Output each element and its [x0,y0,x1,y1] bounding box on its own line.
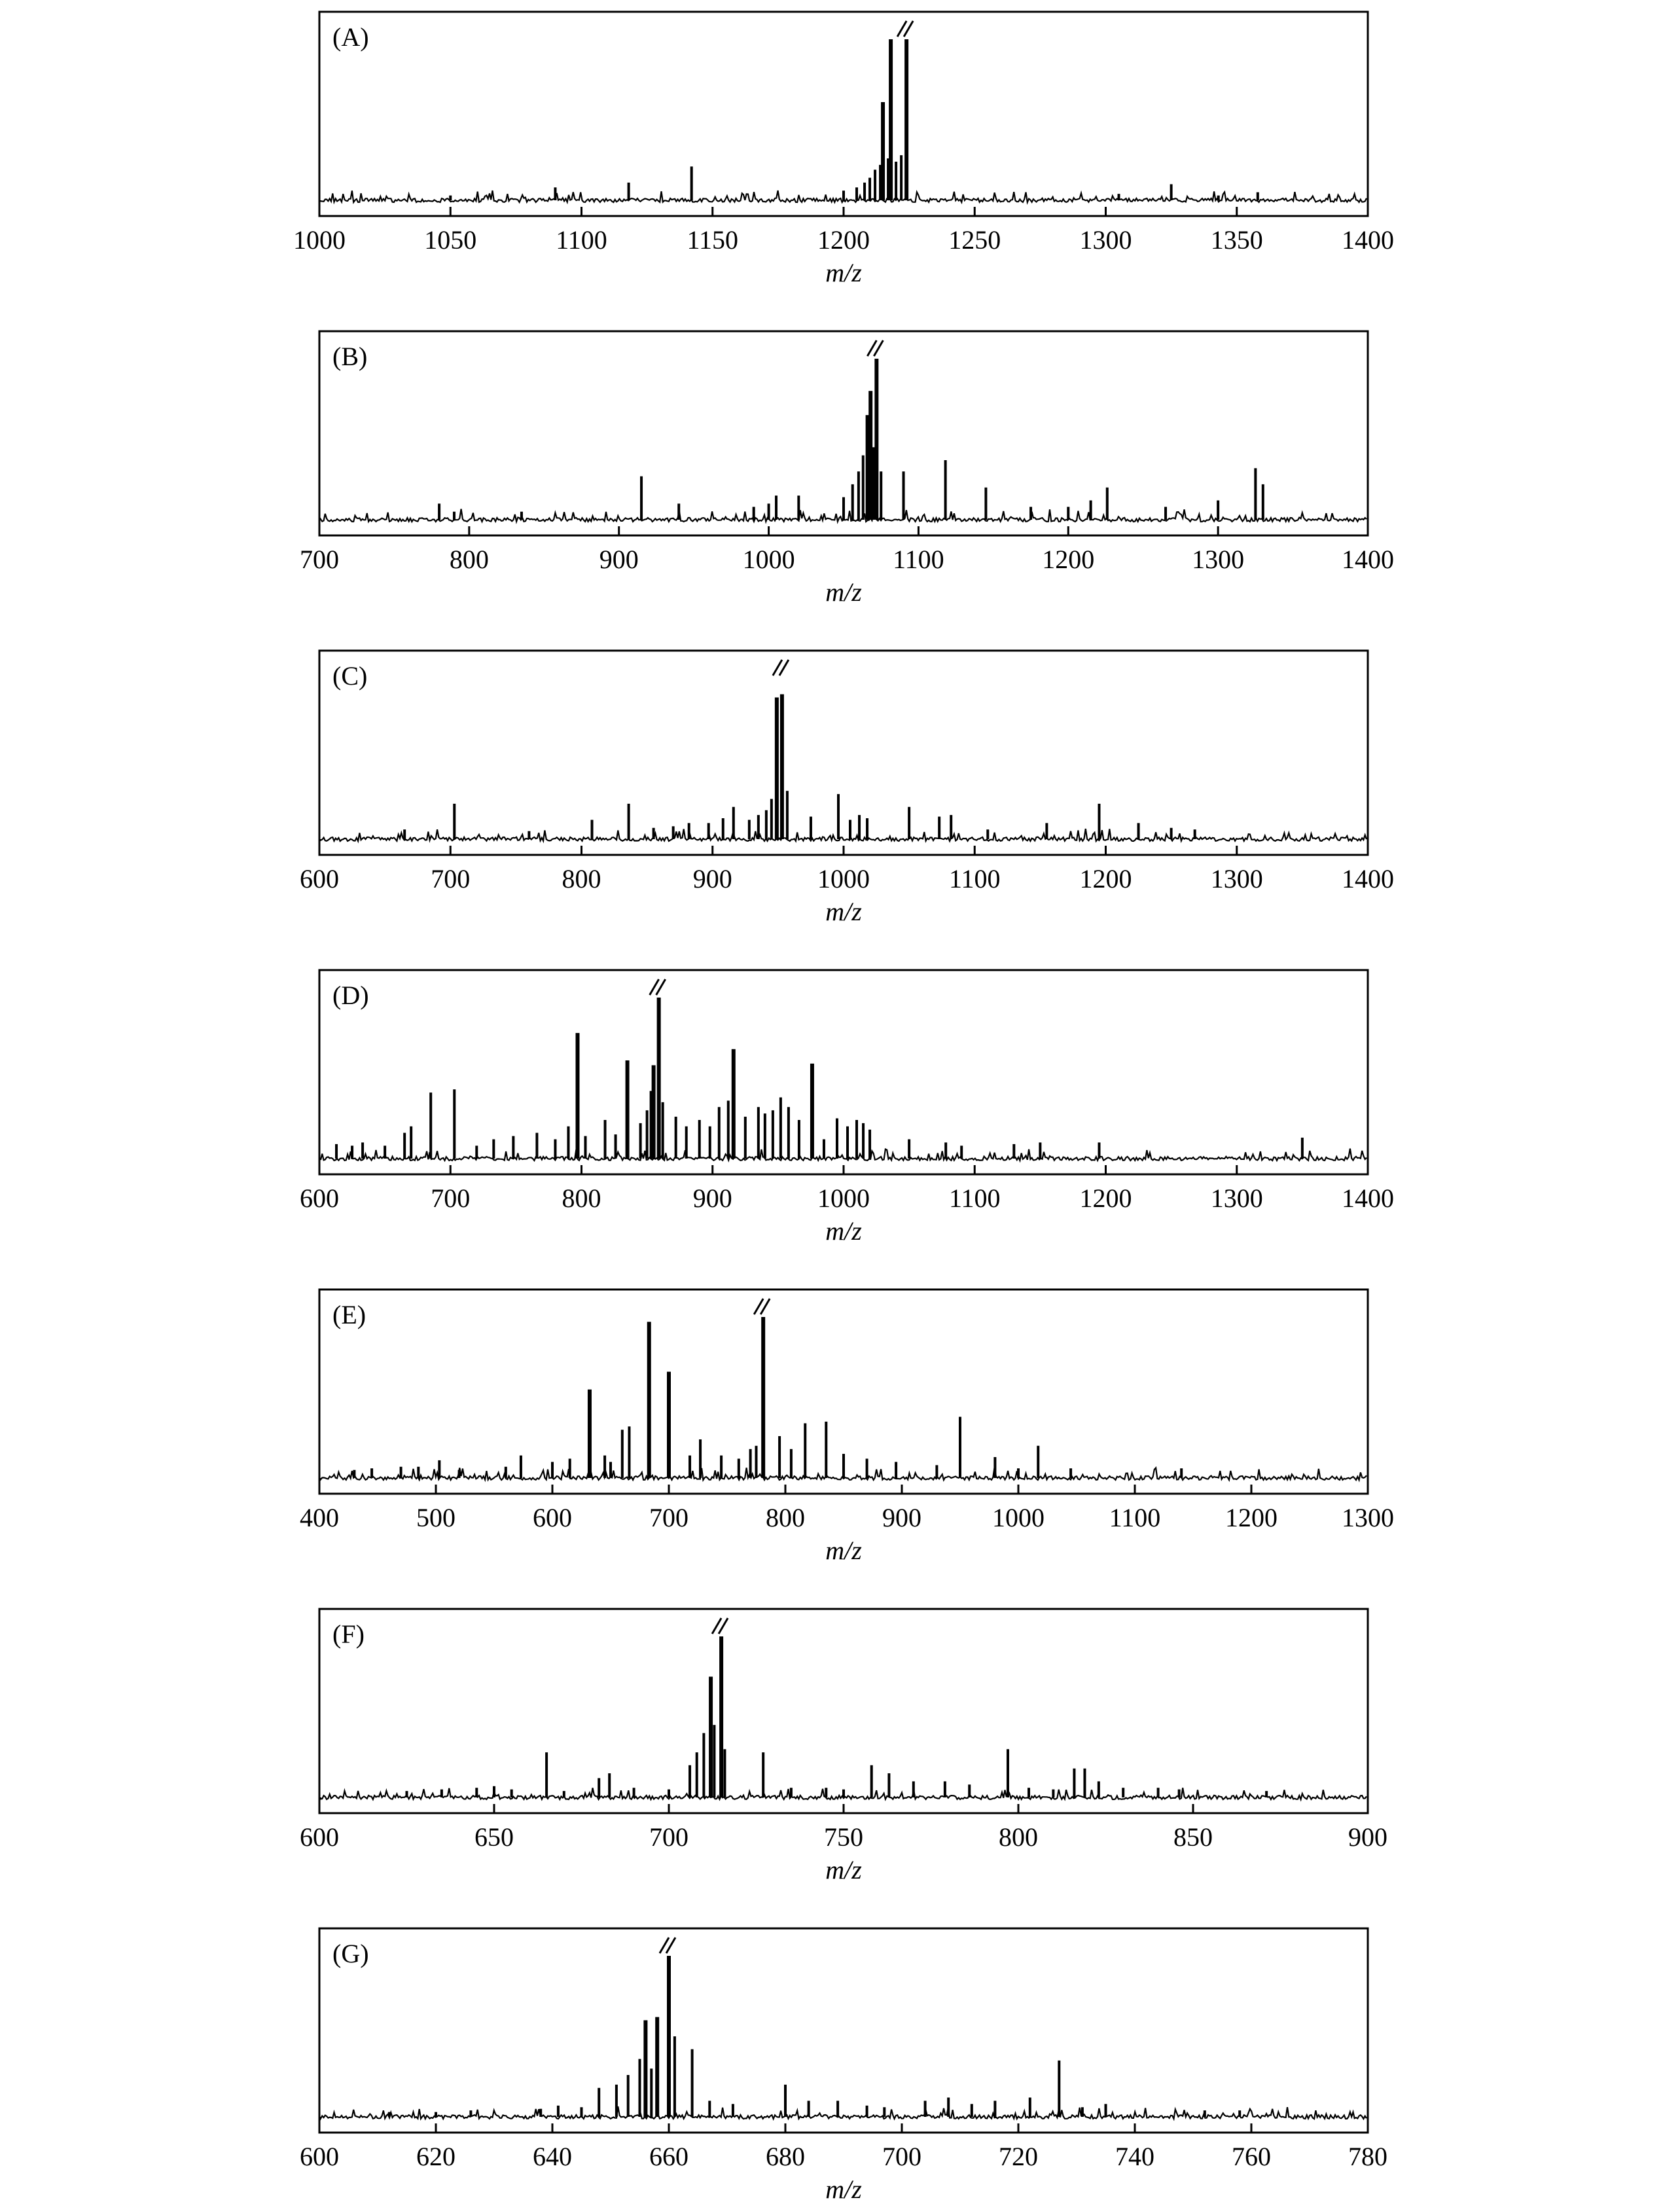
x-tick-label: 1000 [742,545,795,574]
x-tick-label: 1000 [817,864,870,893]
truncation-mark [773,660,789,676]
x-tick-label: 900 [882,1503,921,1532]
x-tick-label: 1300 [1210,864,1263,893]
x-tick-label: 1000 [293,225,346,255]
panel-frame [319,12,1368,216]
x-axis-title: m/z [825,1855,862,1884]
panel-label: (C) [332,661,368,691]
x-axis-title: m/z [825,1216,862,1246]
x-tick-label: 660 [649,2142,688,2171]
x-tick-label: 800 [562,864,601,893]
x-tick-label: 700 [882,2142,921,2171]
x-tick-label: 650 [474,1822,514,1852]
spectrum-panel [300,1289,1394,1565]
x-tick-label: 600 [533,1503,572,1532]
spectrum-panel [300,970,1394,1246]
x-tick-label: 900 [1348,1822,1387,1852]
x-tick-label: 1300 [1342,1503,1394,1532]
panel-frame [319,1609,1368,1813]
x-tick-label: 1300 [1079,225,1132,255]
x-tick-label: 1200 [817,225,870,255]
spectrum-panel [300,1928,1387,2200]
x-tick-label: 1300 [1192,545,1245,574]
baseline-trace [321,829,1367,841]
truncation-mark [897,21,913,37]
spectrum-panel [293,12,1394,287]
x-tick-label: 740 [1115,2142,1154,2171]
x-tick-label: 900 [599,545,639,574]
x-tick-label: 760 [1232,2142,1271,2171]
x-tick-label: 1200 [1042,545,1095,574]
truncation-mark [712,1618,728,1634]
x-tick-label: 1100 [948,864,1001,893]
truncation-mark [867,340,883,356]
spectrum-panel [300,1609,1387,1884]
x-axis-title: m/z [825,258,862,287]
x-tick-label: 700 [649,1822,688,1852]
panel-label: (F) [332,1619,365,1649]
x-tick-label: 1250 [948,225,1001,255]
panel-label: (E) [332,1300,366,1329]
x-axis-title: m/z [825,577,862,607]
x-tick-label: 500 [416,1503,456,1532]
x-tick-label: 1350 [1210,225,1263,255]
x-tick-label: 700 [649,1503,688,1532]
x-tick-label: 800 [562,1183,601,1213]
x-axis-title: m/z [825,1536,862,1565]
spectrum-panel [300,331,1394,607]
x-tick-label: 600 [300,2142,339,2171]
x-tick-label: 1200 [1079,864,1132,893]
panel-frame [319,651,1368,855]
x-tick-label: 1200 [1225,1503,1278,1532]
x-axis-title: m/z [825,2174,862,2200]
x-tick-label: 700 [300,545,339,574]
panel-label: (G) [332,1939,369,1968]
panel-label: (D) [332,981,369,1010]
x-tick-label: 1100 [893,545,944,574]
x-tick-label: 780 [1348,2142,1387,2171]
truncation-mark [650,979,666,995]
x-tick-label: 1050 [424,225,477,255]
x-tick-label: 1000 [992,1503,1045,1532]
x-tick-label: 750 [824,1822,863,1852]
x-tick-label: 800 [999,1822,1038,1852]
x-tick-label: 700 [431,1183,471,1213]
panel-frame [319,970,1368,1174]
x-tick-label: 400 [300,1503,339,1532]
x-tick-label: 1400 [1342,1183,1394,1213]
panel-frame [319,1928,1368,2133]
x-tick-label: 1000 [817,1183,870,1213]
x-tick-label: 1100 [1109,1503,1161,1532]
x-tick-label: 1150 [687,225,739,255]
x-tick-label: 700 [431,864,471,893]
x-tick-label: 600 [300,864,339,893]
truncation-mark [660,1938,675,1953]
spectrum-panel [300,651,1394,926]
x-tick-label: 600 [300,1822,339,1852]
x-axis-title: m/z [825,897,862,926]
x-tick-label: 600 [300,1183,339,1213]
x-tick-label: 900 [692,1183,732,1213]
x-tick-label: 1100 [948,1183,1001,1213]
baseline-trace [321,2106,1367,2119]
x-tick-label: 800 [766,1503,805,1532]
x-tick-label: 1200 [1079,1183,1132,1213]
panel-label: (A) [332,22,369,52]
x-tick-label: 640 [533,2142,572,2171]
x-tick-label: 1400 [1342,545,1394,574]
x-tick-label: 1400 [1342,225,1394,255]
x-tick-label: 800 [449,545,489,574]
x-tick-label: 900 [692,864,732,893]
x-tick-label: 1400 [1342,864,1394,893]
x-tick-label: 680 [766,2142,805,2171]
x-tick-label: 1300 [1210,1183,1263,1213]
x-tick-label: 720 [999,2142,1038,2171]
panel-label: (B) [332,342,368,371]
x-tick-label: 1100 [556,225,607,255]
truncation-mark [754,1299,770,1314]
x-tick-label: 850 [1173,1822,1213,1852]
x-tick-label: 620 [416,2142,456,2171]
